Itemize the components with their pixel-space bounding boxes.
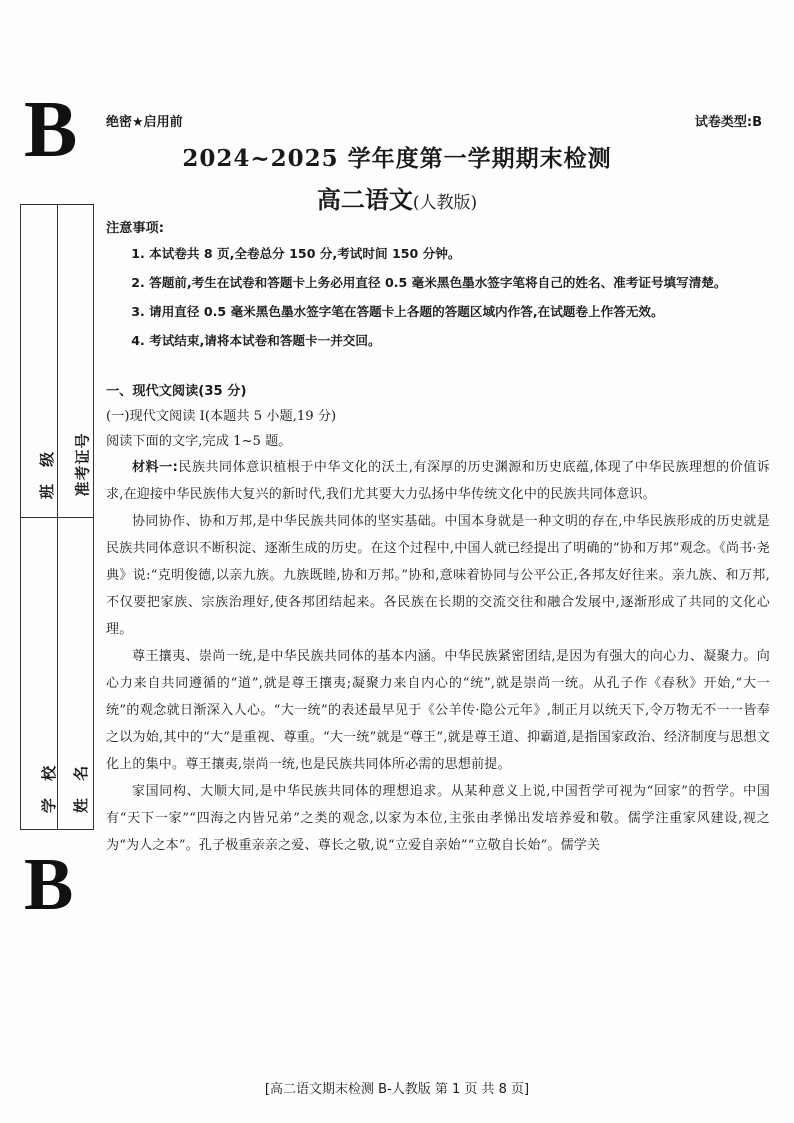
passage-paragraph: 尊王攘夷、崇尚一统,是中华民族共同体的基本内涵。中华民族紧密团结,是因为有强大的向心力、凝聚力。向心力来自共同遵循的“道”,就是尊王攘夷;凝聚力来自内心的“统”,就是崇尚一统。从孔子作《春秋》开始,“大一统”的观念就日渐深入人心。“大一统”的表述最早见于《公羊传·隐公元年》,制正月以统天下,令万物无不一一皆奉之以为始,其中的“大”是重视、尊重。“大一统”就是“尊王”,就是尊王道、抑霸道,是指国家政治、经济制度与思想文化上的集中。尊王攘夷,崇尚一统,也是民族共同体所必需的思想前提。 — [106, 649, 770, 772]
notice-item: 4. 考试结束,请将本试卷和答题卡一并交回。 — [131, 333, 381, 348]
subject-name: 高二语文 — [316, 185, 413, 214]
notice-item: 1. 本试卷共 8 页,全卷总分 150 分,考试时间 150 分钟。 — [131, 246, 461, 261]
notice-item: 2. 答题前,考生在试卷和答题卡上务必用直径 0.5 毫米黑色墨水签字笔将自己的姓名、准考证号填写清楚。 — [131, 275, 727, 290]
section-subtitle: (一)现代文阅读 I(本题共 5 小题,19 分) — [106, 409, 337, 424]
notice-title: 注意事项: — [106, 221, 165, 236]
passage-paragraph: 家国同构、大顺大同,是中华民族共同体的理想追求。从某种意义上说,中国哲学可视为“回家”的哲学。中国有“天下一家”“四海之内皆兄弟”之类的观念,以家为本位,主张由孝悌出发培养爱和敬。儒学注重家风建设,视之为“为人之本”。孔子极重亲亲之爱、尊长之敬,说“立爱自亲始”“立敬自长始”。儒学关 — [106, 784, 770, 853]
exam-subject — [0, 180, 794, 215]
name-field-label: 姓 名 — [72, 759, 91, 814]
passage-paragraph: 协同协作、协和万邦,是中华民族共同体的坚实基础。中国本身就是一种文明的存在,中华民族形成的历史就是民族共同体意识不断积淀、逐渐生成的历史。在这个过程中,中国人就已经提出了明确的“协和万邦”观念。《尚书·尧典》说:“克明俊德,以亲九族。九族既睦,协和万邦。”协和,意味着协同与公平公正,各邦友好往来。亲九族、和万邦,不仅要把家族、宗族治理好,使各邦团结起来。各民族在长期的交流交往和融合发展中,逐渐形成了共同的文化心理。 — [106, 514, 770, 637]
edition-label: (人教版) — [412, 193, 478, 213]
paper-type-label: 试卷类型:B — [694, 115, 762, 130]
paper-version-mark: B — [24, 86, 78, 174]
exam-content — [106, 216, 770, 859]
passage-paragraph: 材料一:民族共同体意识植根于中华文化的沃土,有深厚的历史渊源和历史底蕴,体现了中华民族理想的价值诉求,在迎接中华民族伟大复兴的新时代,我们尤其要大力弘扬中华传统文化中的民族共同体意识。 — [106, 460, 771, 502]
notice-item: 3. 请用直径 0.5 毫米黑色墨水签字笔在答题卡上各题的答题区域内作答,在试题卷上作答无效。 — [131, 304, 664, 319]
info-box-divider-horizontal — [21, 517, 93, 518]
class-field-label: 班 级 — [38, 445, 57, 500]
section-title: 一、现代文阅读(35 分) — [106, 384, 247, 399]
exam-number-field-label: 准考证号 — [73, 432, 92, 497]
reading-instruction: 阅读下面的文字,完成 1~5 题。 — [106, 434, 292, 449]
exam-title: 2024~2025 学年度第一学期期末检测 — [182, 145, 612, 172]
paper-version-mark-bottom: B — [24, 844, 74, 926]
material-label: 材料一: — [132, 460, 179, 475]
reading-passage — [106, 454, 770, 859]
school-field-label: 学 校 — [40, 759, 59, 814]
confidential-label: 绝密★启用前 — [106, 115, 183, 130]
page-footer: [高二语文期末检测 B-人教版 第 1 页 共 8 页] — [264, 1082, 530, 1097]
student-info-box — [20, 204, 94, 830]
